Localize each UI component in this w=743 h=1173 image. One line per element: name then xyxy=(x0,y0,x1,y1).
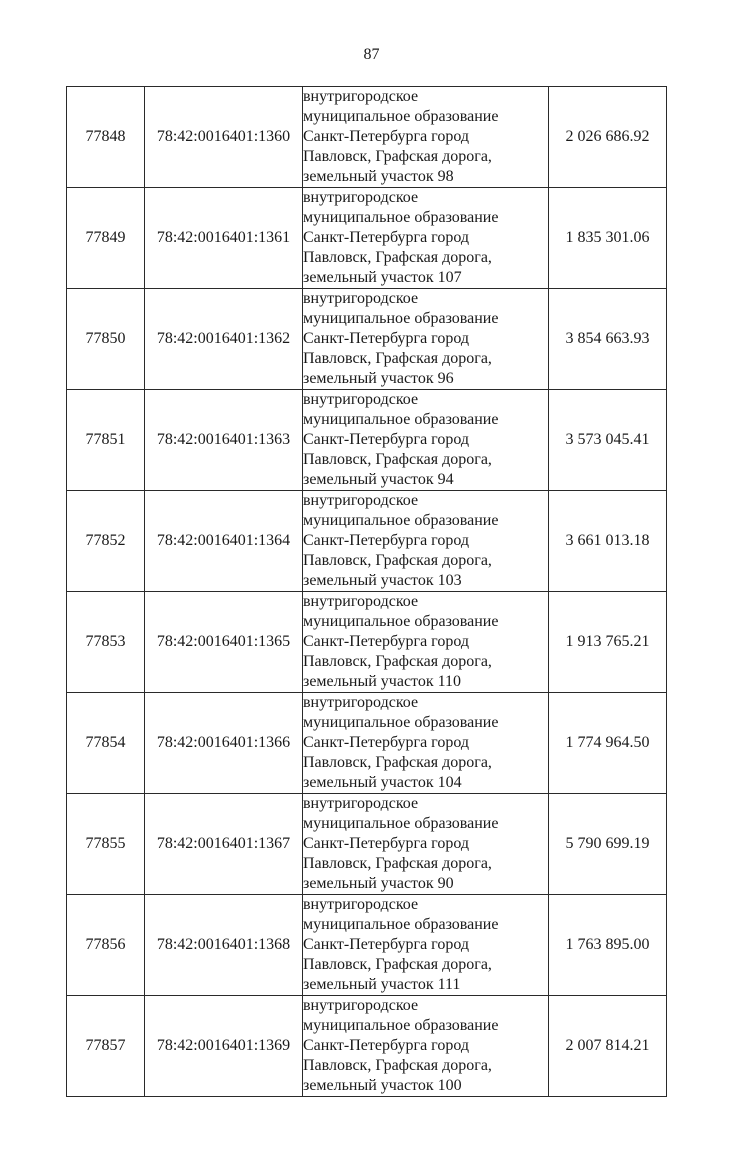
address-line: земельный участок 94 xyxy=(303,471,454,488)
cadastral-number: 78:42:0016401:1367 xyxy=(145,794,303,895)
address-line: земельный участок 100 xyxy=(303,1077,462,1094)
table-body xyxy=(67,87,667,1097)
table-row xyxy=(67,390,667,491)
address-line: Павловск, Графская дорога, xyxy=(303,956,492,973)
address-line: земельный участок 96 xyxy=(303,370,454,387)
address-line: Санкт-Петербурга город xyxy=(303,229,470,246)
cadastral-number: 78:42:0016401:1362 xyxy=(145,289,303,390)
table-row xyxy=(67,794,667,895)
address-line: внутригородское xyxy=(303,593,419,610)
address-line: Павловск, Графская дорога, xyxy=(303,855,492,872)
address-cell xyxy=(303,289,549,390)
address-cell xyxy=(303,87,549,188)
address-line: Санкт-Петербурга город xyxy=(303,330,470,347)
table-row xyxy=(67,87,667,188)
address-line: внутригородское xyxy=(303,795,419,812)
cadastral-number: 78:42:0016401:1360 xyxy=(145,87,303,188)
address-line: Павловск, Графская дорога, xyxy=(303,451,492,468)
cadastral-value: 2 007 814.21 xyxy=(549,996,667,1097)
cadastral-value: 1 913 765.21 xyxy=(549,592,667,693)
cadastral-number: 78:42:0016401:1364 xyxy=(145,491,303,592)
address-line: земельный участок 111 xyxy=(303,976,461,993)
address-line: Санкт-Петербурга город xyxy=(303,532,470,549)
address-line: земельный участок 107 xyxy=(303,269,462,286)
address-line: земельный участок 98 xyxy=(303,168,454,185)
cadastral-value: 3 854 663.93 xyxy=(549,289,667,390)
cadastral-value: 1 835 301.06 xyxy=(549,188,667,289)
address-line: внутригородское xyxy=(303,189,419,206)
land-plots-table xyxy=(66,86,667,1097)
address-line: Павловск, Графская дорога, xyxy=(303,148,492,165)
address-line: внутригородское xyxy=(303,694,419,711)
address-line: муниципальное образование xyxy=(303,714,499,731)
table-row xyxy=(67,592,667,693)
address-cell xyxy=(303,794,549,895)
cadastral-value: 1 774 964.50 xyxy=(549,693,667,794)
address-line: внутригородское xyxy=(303,896,419,913)
address-line: внутригородское xyxy=(303,290,419,307)
address-line: внутригородское xyxy=(303,391,419,408)
address-line: внутригородское xyxy=(303,492,419,509)
cadastral-number: 78:42:0016401:1366 xyxy=(145,693,303,794)
cadastral-value: 1 763 895.00 xyxy=(549,895,667,996)
table-row xyxy=(67,996,667,1097)
page-number: 87 xyxy=(363,46,380,63)
address-cell xyxy=(303,895,549,996)
cadastral-value: 5 790 699.19 xyxy=(549,794,667,895)
address-line: Павловск, Графская дорога, xyxy=(303,249,492,266)
address-line: муниципальное образование xyxy=(303,1017,499,1034)
address-line: земельный участок 90 xyxy=(303,875,454,892)
address-line: Санкт-Петербурга город xyxy=(303,633,470,650)
address-line: Павловск, Графская дорога, xyxy=(303,350,492,367)
row-number: 77850 xyxy=(67,289,145,390)
row-number: 77852 xyxy=(67,491,145,592)
address-line: Санкт-Петербурга город xyxy=(303,128,470,145)
address-line: муниципальное образование xyxy=(303,512,499,529)
row-number: 77854 xyxy=(67,693,145,794)
address-cell xyxy=(303,996,549,1097)
address-line: Санкт-Петербурга город xyxy=(303,734,470,751)
address-line: земельный участок 110 xyxy=(303,673,462,690)
cadastral-value: 3 661 013.18 xyxy=(549,491,667,592)
address-cell xyxy=(303,390,549,491)
row-number: 77849 xyxy=(67,188,145,289)
address-line: Санкт-Петербурга город xyxy=(303,1037,470,1054)
cadastral-value: 2 026 686.92 xyxy=(549,87,667,188)
table-row xyxy=(67,491,667,592)
row-number: 77856 xyxy=(67,895,145,996)
address-line: муниципальное образование xyxy=(303,108,499,125)
address-line: земельный участок 103 xyxy=(303,572,462,589)
cadastral-number: 78:42:0016401:1365 xyxy=(145,592,303,693)
address-line: муниципальное образование xyxy=(303,310,499,327)
address-cell xyxy=(303,592,549,693)
address-line: муниципальное образование xyxy=(303,411,499,428)
address-line: муниципальное образование xyxy=(303,815,499,832)
row-number: 77853 xyxy=(67,592,145,693)
cadastral-number: 78:42:0016401:1369 xyxy=(145,996,303,1097)
table-row xyxy=(67,188,667,289)
table-row xyxy=(67,289,667,390)
address-line: Павловск, Графская дорога, xyxy=(303,1057,492,1074)
cadastral-number: 78:42:0016401:1361 xyxy=(145,188,303,289)
address-cell xyxy=(303,188,549,289)
address-line: муниципальное образование xyxy=(303,916,499,933)
address-line: Санкт-Петербурга город xyxy=(303,936,470,953)
cadastral-number: 78:42:0016401:1363 xyxy=(145,390,303,491)
cadastral-number: 78:42:0016401:1368 xyxy=(145,895,303,996)
address-line: Санкт-Петербурга город xyxy=(303,835,470,852)
address-line: внутригородское xyxy=(303,997,419,1014)
address-line: Павловск, Графская дорога, xyxy=(303,552,492,569)
address-line: земельный участок 104 xyxy=(303,774,462,791)
address-cell xyxy=(303,491,549,592)
address-line: внутригородское xyxy=(303,88,419,105)
address-line: Павловск, Графская дорога, xyxy=(303,754,492,771)
row-number: 77851 xyxy=(67,390,145,491)
row-number: 77855 xyxy=(67,794,145,895)
row-number: 77857 xyxy=(67,996,145,1097)
address-line: Павловск, Графская дорога, xyxy=(303,653,492,670)
address-line: Санкт-Петербурга город xyxy=(303,431,470,448)
address-line: муниципальное образование xyxy=(303,209,499,226)
row-number: 77848 xyxy=(67,87,145,188)
table-row xyxy=(67,895,667,996)
address-line: муниципальное образование xyxy=(303,613,499,630)
address-cell xyxy=(303,693,549,794)
cadastral-value: 3 573 045.41 xyxy=(549,390,667,491)
table-row xyxy=(67,693,667,794)
